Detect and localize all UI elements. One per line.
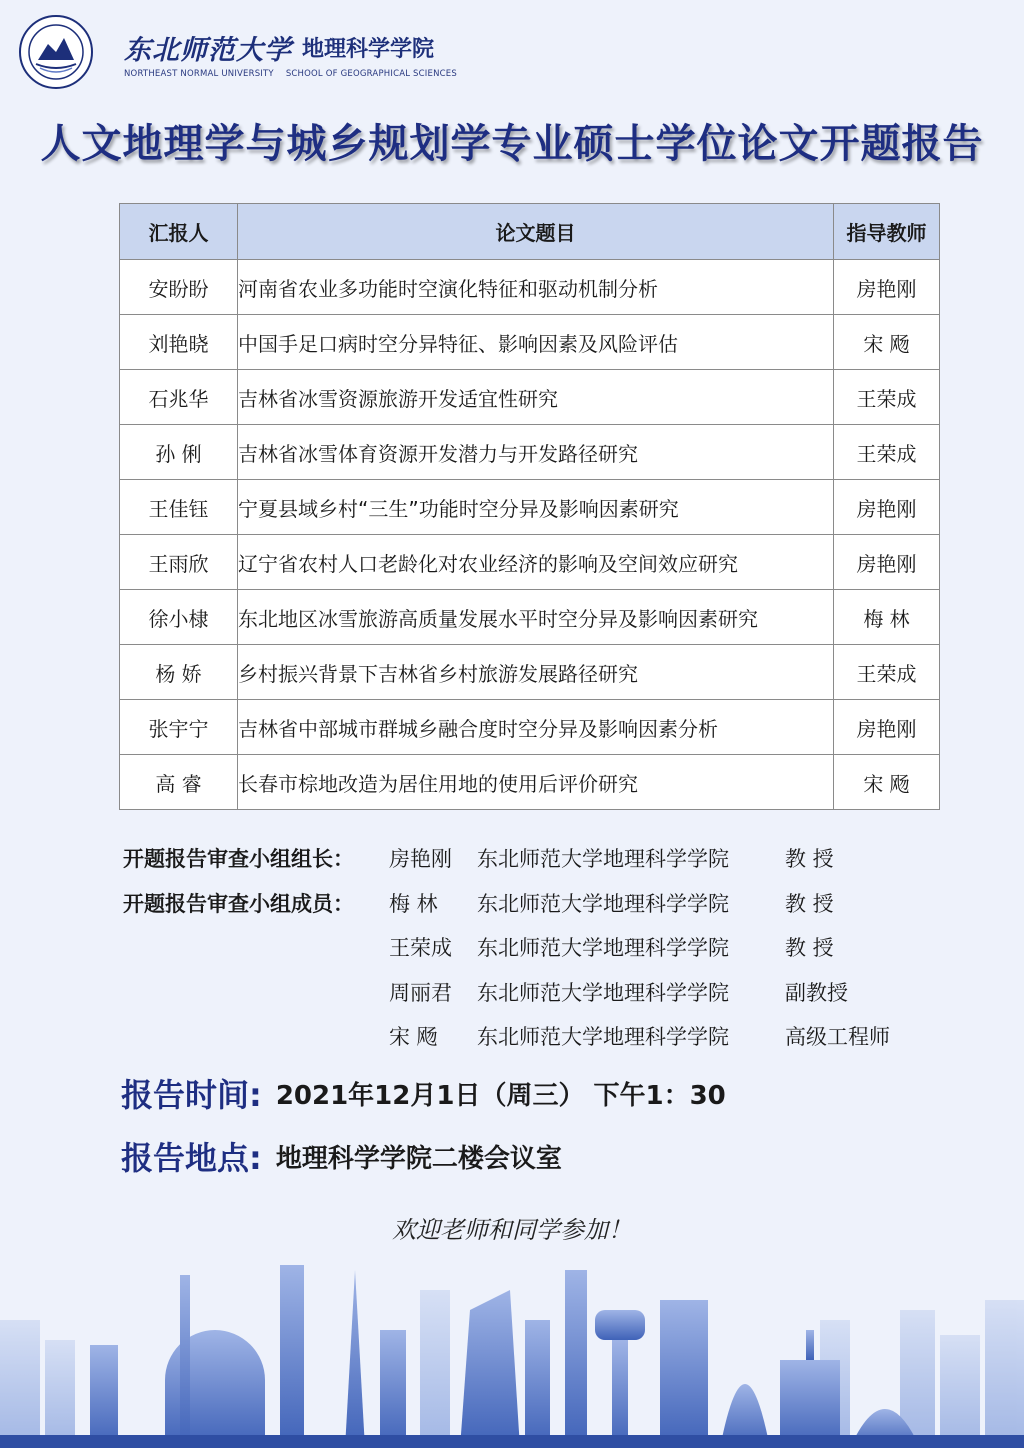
university-name-cn: 东北师范大学 [124, 35, 292, 66]
brand-text [124, 28, 457, 79]
report-time [121, 1070, 726, 1116]
page-title: 人文地理学与城乡规划学专业硕士学位论文开题报告 [40, 121, 984, 167]
thesis-topic: 乡村振兴背景下吉林省乡村旅游发展路径研究 [238, 645, 834, 700]
review-committee [123, 836, 890, 1059]
committee-leader-label: 开题报告审查小组组长： [123, 847, 354, 872]
report-place [121, 1133, 562, 1179]
thesis-topic: 吉林省冰雪资源旅游开发适宜性研究 [238, 370, 834, 425]
committee-row [123, 925, 890, 970]
committee-member-institution: 东北师范大学地理科学学院 [477, 1025, 729, 1050]
committee-member-institution: 东北师范大学地理科学学院 [477, 891, 729, 916]
school-name-cn: 地理科学学院 [302, 37, 435, 62]
committee-member-title: 教 授 [785, 847, 834, 872]
presenter-name: 刘艳晓 [120, 315, 238, 370]
presenter-name: 高 睿 [120, 755, 238, 810]
table-header-row [120, 204, 940, 260]
presenter-name: 张宇宁 [120, 700, 238, 755]
committee-member-name: 梅 林 [389, 891, 438, 916]
committee-member-name: 宋 飏 [389, 1025, 438, 1050]
table-row [120, 755, 940, 810]
thesis-topic: 宁夏县域乡村“三生”功能时空分异及影响因素研究 [238, 480, 834, 535]
table-row [120, 700, 940, 755]
thesis-topic: 吉林省中部城市群城乡融合度时空分异及影响因素分析 [238, 700, 834, 755]
committee-member-name: 王荣成 [389, 936, 452, 961]
committee-member-name: 周丽君 [389, 980, 452, 1005]
committee-row [123, 881, 890, 926]
presenter-name: 徐小棣 [120, 590, 238, 645]
presenter-name: 杨 娇 [120, 645, 238, 700]
committee-member-institution: 东北师范大学地理科学学院 [477, 936, 729, 961]
advisor-name: 房艳刚 [834, 535, 940, 590]
table-row [120, 590, 940, 645]
committee-member-label: 开题报告审查小组成员： [123, 891, 354, 916]
thesis-topic: 长春市棕地改造为居住用地的使用后评价研究 [238, 755, 834, 810]
advisor-name: 梅 林 [834, 590, 940, 645]
university-name-en: NORTHEAST NORMAL UNIVERSITY [124, 69, 274, 79]
committee-member-institution: 东北师范大学地理科学学院 [477, 847, 729, 872]
presenter-name: 安盼盼 [120, 260, 238, 315]
column-header-advisor: 指导教师 [834, 204, 940, 260]
committee-row [123, 970, 890, 1015]
presenter-name: 王佳钰 [120, 480, 238, 535]
committee-member-title: 教 授 [785, 936, 834, 961]
table-row [120, 645, 940, 700]
table-row [120, 315, 940, 370]
advisor-name: 房艳刚 [834, 700, 940, 755]
advisor-name: 王荣成 [834, 425, 940, 480]
thesis-topic: 中国手足口病时空分异特征、影响因素及风险评估 [238, 315, 834, 370]
advisor-name: 宋 飏 [834, 755, 940, 810]
committee-member-title: 高级工程师 [785, 1025, 890, 1050]
committee-member-institution: 东北师范大学地理科学学院 [477, 980, 729, 1005]
advisor-name: 王荣成 [834, 645, 940, 700]
thesis-topic: 东北地区冰雪旅游高质量发展水平时空分异及影响因素研究 [238, 590, 834, 645]
committee-member-title: 教 授 [785, 891, 834, 916]
advisor-name: 宋 飏 [834, 315, 940, 370]
committee-member-name: 房艳刚 [389, 847, 452, 872]
report-table [119, 203, 940, 810]
committee-row [123, 836, 890, 881]
column-header-presenter: 汇报人 [120, 204, 238, 260]
city-skyline-illustration [0, 1250, 1024, 1448]
school-name-en: SCHOOL OF GEOGRAPHICAL SCIENCES [285, 69, 457, 79]
report-place-label: 报告地点: [121, 1139, 262, 1177]
thesis-topic: 辽宁省农村人口老龄化对农业经济的影响及空间效应研究 [238, 535, 834, 590]
report-time-label: 报告时间: [121, 1076, 262, 1114]
table-row [120, 480, 940, 535]
committee-member-title: 副教授 [785, 980, 848, 1005]
presenter-name: 王雨欣 [120, 535, 238, 590]
advisor-name: 王荣成 [834, 370, 940, 425]
thesis-topic: 河南省农业多功能时空演化特征和驱动机制分析 [238, 260, 834, 315]
committee-row [123, 1014, 890, 1059]
table-row [120, 260, 940, 315]
table-row [120, 370, 940, 425]
thesis-topic: 吉林省冰雪体育资源开发潜力与开发路径研究 [238, 425, 834, 480]
advisor-name: 房艳刚 [834, 480, 940, 535]
welcome-message: 欢迎老师和同学参加！ [392, 1216, 632, 1244]
table-row [120, 425, 940, 480]
table-row [120, 535, 940, 590]
presenter-name: 石兆华 [120, 370, 238, 425]
header [18, 14, 538, 90]
presenter-name: 孙 俐 [120, 425, 238, 480]
report-place-value: 地理科学学院二楼会议室 [275, 1143, 562, 1174]
advisor-name: 房艳刚 [834, 260, 940, 315]
university-seal-logo [18, 14, 94, 90]
column-header-topic: 论文题目 [238, 204, 834, 260]
report-time-value: 2021年12月1日（周三） 下午1：30 [275, 1080, 726, 1111]
